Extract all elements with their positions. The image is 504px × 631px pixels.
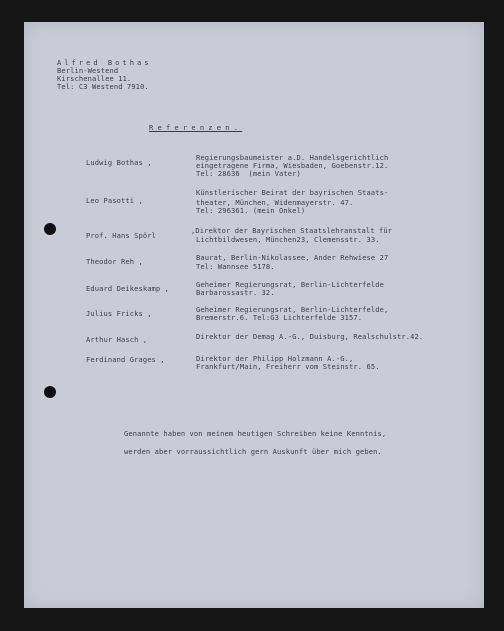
reference-name: Arthur Hasch ,: [86, 335, 148, 344]
sender-street: Kirschenallee 11.: [57, 74, 132, 83]
sender-district: Berlin-Westend: [57, 66, 119, 75]
reference-detail-line: Regierungsbaumeister a.D. Handelsgerichtlich: [196, 153, 389, 162]
reference-detail-line: Künstlerischer Beirat der bayrischen Staats-: [196, 188, 389, 197]
closing-line: werden aber vorraussichtlich gern Auskunft über mich geben.: [124, 447, 382, 456]
reference-detail-line: eingetragene Firma, Wiesbaden, Goebenstr.12.: [196, 161, 389, 170]
reference-detail-line: Direktor der Demag A.-G., Duisburg, Realschulstr.42.: [196, 332, 424, 341]
punch-hole-top: [44, 223, 56, 235]
reference-name: Ludwig Bothas ,: [86, 158, 152, 167]
reference-name: Julius Fricks ,: [86, 309, 152, 318]
reference-detail-line: ,Direktor der Bayrischen Staatslehranstalt für: [191, 226, 393, 235]
closing-line: Genannte haben von meinem heutigen Schreiben keine Kenntnis,: [124, 429, 387, 438]
reference-name: Eduard Deikeskamp ,: [86, 284, 170, 293]
sender-phone: Tel: C3 Westend 7910.: [57, 82, 149, 91]
reference-name: Theodor Reh ,: [86, 257, 143, 266]
reference-detail-line: Tel: 28636 (mein Vater): [196, 169, 301, 178]
reference-detail-line: Geheimer Regierungsrat, Berlin-Lichterfelde: [196, 280, 384, 289]
reference-name: Ferdinand Grages ,: [86, 355, 165, 364]
reference-name: Prof. Hans Spörl: [86, 231, 156, 240]
reference-detail-line: Lichtbildwesen, München23, Clemensstr. 33.: [196, 235, 380, 244]
page-title: Referenzen.: [149, 123, 243, 132]
sender-name: Alfred Bothas: [57, 58, 152, 67]
reference-detail-line: Direktor der Philipp Holzmann A.-G.,: [196, 354, 354, 363]
reference-detail-line: Frankfurt/Main, Freiherr vom Steinstr. 65.: [196, 362, 380, 371]
reference-detail-line: Tel: Wannsee 5178.: [196, 262, 275, 271]
reference-detail-line: Baurat, Berlin-Nikolassee, Ander Rehwiese 27: [196, 253, 389, 262]
reference-detail-line: Barbarossastr. 32.: [196, 288, 275, 297]
reference-detail-line: Geheimer Regierungsrat, Berlin-Lichterfelde,: [196, 305, 389, 314]
reference-name: Leo Pasotti ,: [86, 196, 143, 205]
reference-detail-line: Bremerstr.6. Tel:G3 Lichterfelde 3157.: [196, 313, 363, 322]
reference-detail-line: theater, München, Widenmayerstr. 47.: [196, 198, 354, 207]
reference-detail-line: Tel: 296361. (mein Onkel): [196, 206, 306, 215]
punch-hole-bottom: [44, 386, 56, 398]
document-page: [24, 22, 484, 608]
